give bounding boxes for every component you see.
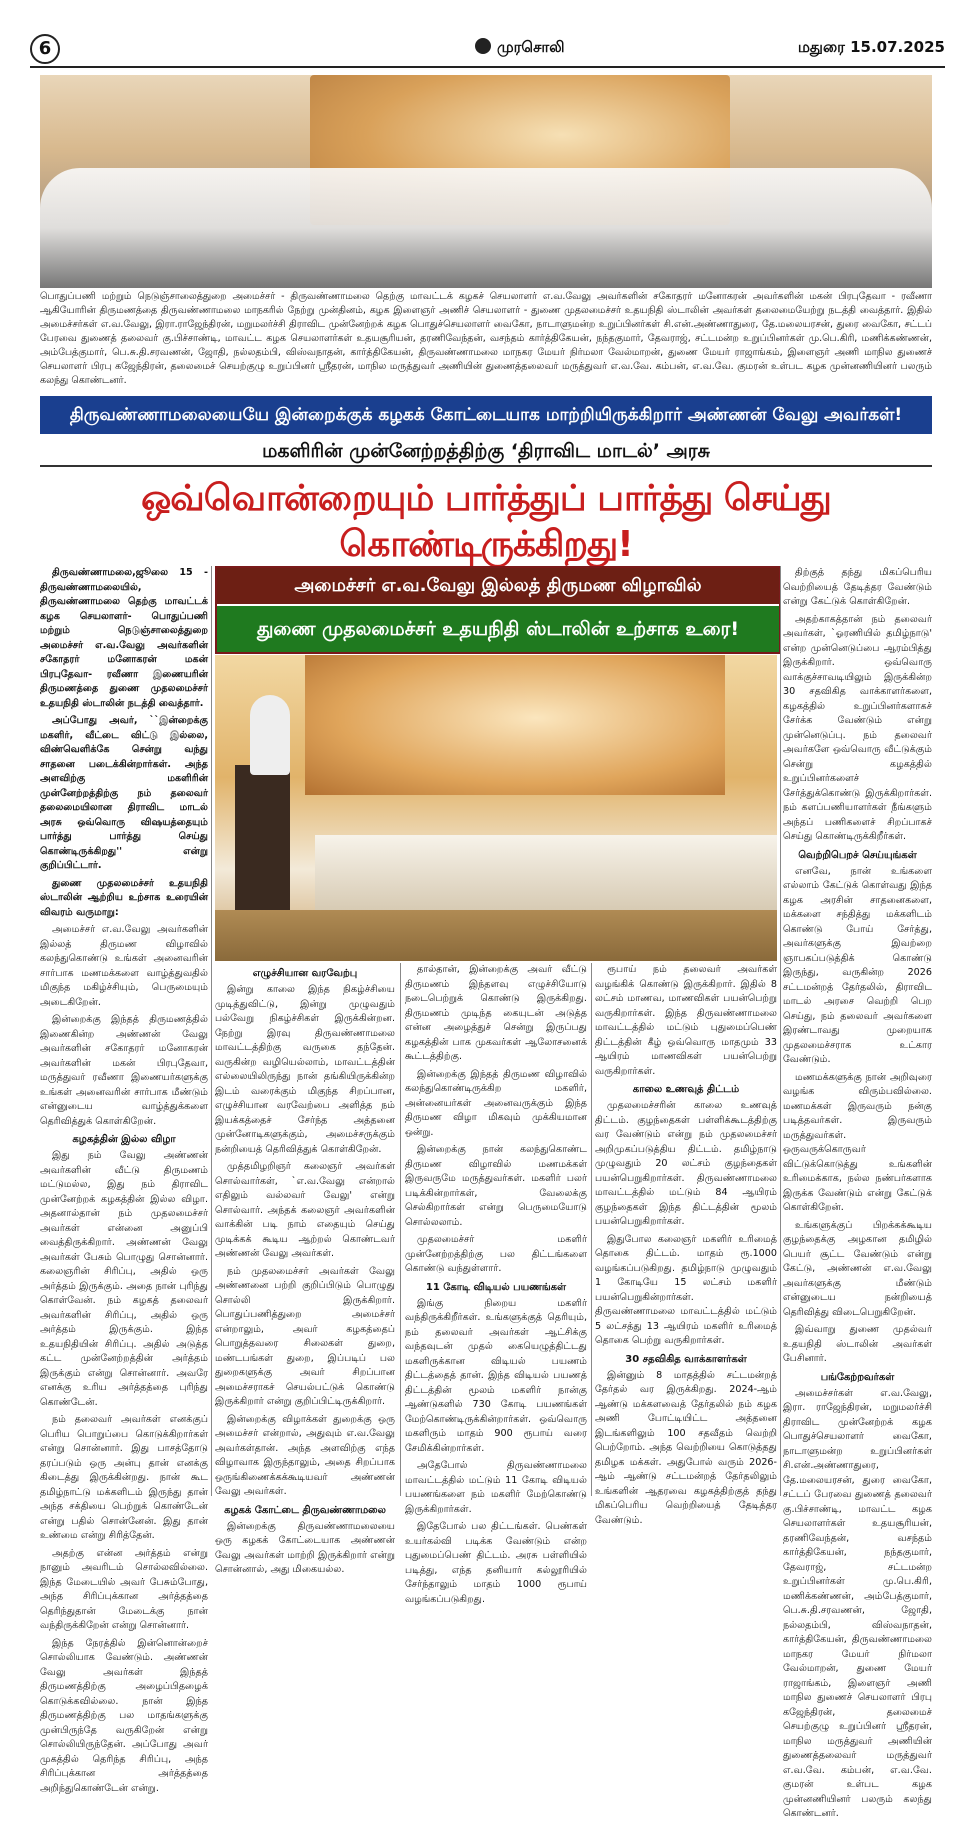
blue-banner-headline: திருவண்ணாமலையையே இன்றைக்குக் கழகக் கோட்டையாக மாற்றியிருக்கிறார் அண்ணன் வேலு அவர்கள்!: [40, 396, 932, 434]
stage-banner: [305, 655, 725, 795]
paragraph: இன்னும் 8 மாதத்தில் சட்டமன்றத் தேர்தல் வர இருக்கிறது. 2024-ஆம் ஆண்டு மக்களவைத் தேர்தலில் நம் கழக அணி போட்டியிட்ட அத்தனை இடங்களிலும் 100 சதவீதம் வெற்றி பெற்றோம். அந்த வெற்றியை கொடுத்தது தமிழக மக்கள். அதுபோல் வரும் 2026-ஆம் ஆண்டு சட்டமன்றத் தேர்தலிலும் உங்களின் ஆதரவை கழகத்திற்குத் தந்து மிகப்பெரிய வெற்றியைத் தேடித்தர வேண்டும்.: [595, 1369, 777, 1526]
city-date: மதுரை 15.07.2025: [797, 38, 945, 56]
crowd-figures: [40, 168, 932, 288]
section-heading: வெற்றிபெறச் செய்யுங்கள்: [798, 849, 917, 861]
column-rule: [211, 566, 212, 1496]
paragraph: இன்றைக்கு இந்தத் திருமண விழாவில் கலந்துகொண்டிருக்கிற மகளிர், அன்னையர்கள் அனைவருக்கும் இந்த திருமண விழா மிகவும் முக்கியமான ஒன்று.: [405, 1068, 587, 1138]
paragraph: நம் தலைவர் அவர்கள் எனக்குப் பெரிய பொறுப்பை கொடுக்கிறார்கள் என்று சொன்னார். இது பாசத்தோடு தரப்படும் ஒரு அன்பு தான் எனக்கு கிடைத்து இருக்கின்றது. நான் கூட தமிழ்நாட்டு மக்களிடம் இருந்து தான் அந்த சக்தியை பெற்றுக் கொண்டேன் என்று பதில் சொன்னேன். இது தான் உண்மை என்று சிரித்தேன்.: [40, 1414, 208, 1541]
paragraph: அதற்காகத்தான் நம் தலைவர் அவர்கள், `ஓரணியில் தமிழ்நாடு' என்ற முன்னெடுப்பை ஆரம்பித்து இருக்கிறார். ஒவ்வொரு வாக்குச்சாவடியிலும் இருக்கின்ற 30 சதவிகித வாக்காளர்களை, கழகத்தில் உறுப்பினர்களாகச் சேர்க்க வேண்டும் என்று முன்னெடுப்பு. நம் தலைவர் அவர்களே ஒவ்வொரு வீட்டுக்கும் சென்று கழகத்தில் உறுப்பினர்களைச் சேர்த்துக்கொண்டு இருக்கிறார்கள். நம் களப்பணியாளர்கள் நீங்களும் அந்தப் பணிகளைச் சிறப்பாகச் செய்து கொண்டிருக்கிறீர்கள்.: [783, 613, 932, 842]
column-rule: [400, 963, 401, 1496]
paragraph: இன்று காலை இந்த நிகழ்ச்சியை முடித்துவிட்டு, இன்று முழுவதும் பல்வேறு நிகழ்ச்சிகள் இருக்கின்றன. நேற்று இரவு திருவண்ணாமலை மாவட்டத்திற்கு வருகை தந்தேன். வருகின்ற வழியெல்லாம், மாவட்டத்தின் எல்லையிலிருந்து நான் தங்கியிருக்கின்ற இடம் வரைக்கும் மிகுந்த சிறப்பான, எழுச்சியான வரவேற்பை அளித்த நம் இயக்கத்தைச் சேர்ந்த அத்தனை முன்னோடிகளுக்கும், அமைச்சருக்கும் நன்றியைத் தெரிவித்துக் கொள்கிறேன்.: [215, 984, 395, 1155]
paragraph: இன்றைக்கு திருவண்ணாமலையை ஒரு கழகக் கோட்டையாக அண்ணன் வேலு அவர்கள் மாற்றி இருக்கிறார் என்று சொன்னால், அது மிகையல்ல.: [215, 1520, 395, 1575]
newspaper-title: முரசொலி: [497, 38, 565, 56]
paragraph: இந்த நேரத்தில் இன்னொன்றைச் சொல்லியாக வேண்டும். அண்ணன் வேலு அவர்கள் இந்தத் திருமணத்திற்கு அழைப்பிதழைக் கொடுக்கவில்லை. நான் இந்த திருமணத்திற்கு பல மாதங்களுக்கு முன்பிருந்தே வருகிறேன் என்று சொல்லியிருந்தேன். அப்போது அவர் முகத்தில் தெரிந்த சிரிப்பு, அந்த சிரிப்புக்கான அர்த்தத்தை அறிந்துகொண்டேன் என்று.: [40, 1637, 208, 1794]
paragraph: இதுபோல கலைஞர் மகளிர் உரிமைத் தொகை திட்டம். மாதம் ரூ.1000 வழங்கப்படுகிறது. தமிழ்நாடு முழுவதும் 1 கோடியே 15 லட்சம் மகளிர் பயன்பெறுகின்றார்கள். திருவண்ணாமலை மாவட்டத்தில் மட்டும் 5 லட்சத்து 13 ஆயிரம் மகளிர் உரிமைத் தொகை பெற்று வருகிறார்கள்.: [595, 1233, 777, 1346]
column-rule: [591, 963, 592, 1496]
newspaper-logo-icon: [475, 38, 491, 54]
main-headline: ஒவ்வொன்றையும் பார்த்துப் பார்த்து செய்து கொண்டிருக்கிறது!: [141, 478, 831, 565]
paragraph: இன்றைக்கு இந்தத் திருமணத்தில் இணைகின்ற அண்ணன் வேலு அவர்களின் சகோதரர் மனோகரன் அவர்களின் மகன் பிரபுதேவா, மருத்துவர் ரவீணா இணையர்களுக்கு உங்கள் அனைவரின் சார்பாக மீண்டும் என்னுடைய வாழ்த்துக்களை தெரிவித்துக் கொள்கிறேன்.: [40, 1014, 208, 1127]
divider: [40, 465, 932, 467]
paragraph: இது நம் வேலு அண்ணன் அவர்களின் வீட்டு திருமணம் மட்டுமல்ல, இது நம் திராவிட முன்னேற்றக் கழகத்தின் இல்ல விழா. அதனால்தான் நம் முதலமைச்சர் அவர்கள் என்னை அனுப்பி வைத்திருக்கிறார். அண்ணன் வேலு அவர்கள் பேசும் பொழுது சொன்னார். கலைஞரின் சிரிப்பு, அதில் ஒரு அர்த்தம் இருக்கும். அதை நான் புரிந்து கொள்வேன். நம் கழகத் தலைவர் அவர்களின் சிரிப்பு, அதில் ஒரு அர்த்தம் இருக்கும். இந்த உதயநிதியின் சிரிப்பு. அதில் அடுத்த கட்ட முன்னேற்றத்தின் அர்த்தம் இருக்கும் என்று சொன்னார். அவரே எனக்கு உரிய அர்த்தத்தை புரிந்து கொண்டேன்.: [40, 1150, 208, 1408]
paragraph: திற்குத் தந்து மிகப்பெரிய வெற்றியைத் தேடித்தர வேண்டும் என்று கேட்டுக் கொள்கிறேன்.: [783, 567, 932, 607]
column-rule: [780, 566, 781, 1496]
kicker-headline: மகளிரின் முன்னேற்றத்திற்கு ‘திராவிட மாடல்’ அரசு: [262, 440, 710, 462]
paragraph: முத்தமிழறிஞர் கலைஞர் அவர்கள் சொல்வார்கள், `எ.வ.வேலு என்றால் எதிலும் வல்லவர் வேலு' என்று சொல்வார். அந்தக் கலைஞர் அவர்களின் வாக்கின் படி நாம் எதையும் செய்து முடிக்கக் கூடிய ஆற்றல் கொண்டவர் அண்ணன் வேலு அவர்கள்.: [215, 1161, 395, 1259]
paragraph: இதேபோல் பல திட்டங்கள். பெண்கள் உயர்கல்வி படிக்க வேண்டும் என்ற புதுமைப்பெண் திட்டம். அரசு பள்ளியில் படித்து, எந்த தனியார் கல்லூரியில் சேர்ந்தாலும் மாதம் 1000 ரூபாய் வழங்கப்படுகிறது.: [405, 1521, 587, 1605]
section-heading: காலை உணவுத் திட்டம்: [632, 1084, 740, 1095]
section-heading: 11 கோடி விடியல் பயணங்கள்: [425, 1281, 567, 1293]
paragraph: நம் முதலமைச்சர் அவர்கள் வேலு அண்ணனை பற்றி குறிப்பிடும் பொழுது சொல்லி இருக்கிறார். பொதுப்பணித்துறை அமைச்சர் என்றாலும், அவர் கழகத்தைப் பொறுத்தவரை சிலைகள் துறை, மண்டபங்கள் துறை, இப்படிப் பல துறைகளுக்கு அவர் சிறப்பான அமைச்சராகச் செயல்பட்டுக் கொண்டு இருக்கிறார் என்று குறிப்பிட்டிருக்கிறார்.: [215, 1265, 395, 1407]
paragraph: அமைச்சர் எ.வ.வேலு அவர்களின் இல்லத் திருமண விழாவில் கலந்துகொண்டு உங்கள் அனைவரின் சார்பாக மணமக்களை வாழ்த்துவதில் மிகுந்த மகிழ்ச்சியும், பெருமையும் அடைகிறேன்.: [40, 924, 208, 1008]
subhead-line-2: துணை முதலமைச்சர் உதயநிதி ஸ்டாலின் உற்சாக உரை!: [217, 606, 779, 652]
paragraph: எனவே, நான் உங்களை எல்லாம் கேட்டுக் கொள்வது இந்த கழக அரசின் சாதனைகளை, மக்களை சந்தித்து மக்களிடம் கொண்டு போய் சேர்த்து, அவர்களுக்கு இவற்றை ஞாபகப்படுத்திக் கொண்டு இருந்து, வருகின்ற 2026 சட்டமன்றத் தேர்தலில், திராவிட மாடல் அரசை வெற்றி பெற செய்து, நம் தலைவர் அவர்களை இரண்டாவது முறையாக முதலமைச்சராக உட்கார வேண்டும்.: [783, 865, 932, 1065]
paragraph: உங்களுக்குப் பிறக்கக்கூடிய குழந்தைக்கு அழகான தமிழில் பெயர் சூட்ட வேண்டும் என்று கேட்டு, அண்ணன் எ.வ.வேலு அவர்களுக்கு மீண்டும் என்னுடைய நன்றியைத் தெரிவித்து விடைபெறுகிறேன்.: [783, 1219, 932, 1318]
paragraph: இன்றைக்கு நான் கலந்துகொண்ட திருமண விழாவில் மணமக்கள் இருவருமே மருத்துவர்கள். மகளிர் பலர் படிக்கின்றார்கள், வேலைக்கு செல்கிறார்கள் என்று பெருமையோடு சொல்லலாம்.: [405, 1144, 587, 1228]
subhead-box: [215, 566, 781, 654]
stage-carpet: [215, 910, 777, 961]
section-heading: எழுச்சியான வரவேற்பு: [252, 968, 358, 979]
page-header: [30, 32, 945, 68]
section-heading: 30 சதவிகித வாக்காளர்கள்: [625, 1353, 747, 1365]
paragraph: தால்தான், இன்றைக்கு அவர் வீட்டு திருமணம் இந்தளவு எழுச்சியோடு நடைபெற்றுக் கொண்டு இருக்கிறது. திருமணம் முடிந்த கையுடன் அடுத்த என்ன அழைத்துச் சென்று இருப்பது கழகத்தின் பாக முகவர்கள் ஆலோசனைக் கூட்டத்திற்கு.: [405, 964, 587, 1062]
article-column-5: [783, 566, 932, 1819]
article-column-2: [215, 963, 395, 1575]
speaker-figure: [250, 695, 290, 775]
paragraph: முதலமைச்சர் மகளிர் முன்னேற்றத்திற்கு பல திட்டங்களை கொண்டு வந்துள்ளார்.: [405, 1234, 587, 1274]
section-heading: பங்கேற்றவர்கள்: [820, 1371, 895, 1383]
paragraph: மணமக்களுக்கு நான் அறிவுரை வழங்க விரும்பவில்லை. மணமக்கள் இருவரும் நன்கு படித்தவர்கள். இருவரும் மருத்துவர்கள். ஒருவருக்கொருவர் விட்டுக்கொடுத்து உங்களின் உரிமைக்காக, நல்ல நண்பர்களாக இருக்க வேண்டும் என்று கேட்டுக் கொள்கிறேன்.: [783, 1071, 932, 1213]
article-column-4: [595, 963, 777, 1526]
paragraph: இவ்வாறு துணை முதல்வர் உதயநிதி ஸ்டாலின் அவர்கள் பேசினார்.: [783, 1324, 932, 1364]
paragraph: அப்போது அவர், ``இன்றைக்கு மகளிர், வீட்டை விட்டு இல்லை, விண்வெளிக்கே சென்று வந்து சாதனை படைக்கின்றார்கள். அந்த அளவிற்கு மகளிரின் முன்னேற்றத்திற்கு நம் தலைவர் தலைமையிலான திராவிட மாடல் அரசு ஒவ்வொரு விஷயத்தையும் பார்த்து பார்த்து செய்து கொண்டிருக்கிறது'' என்று குறிப்பிட்டார்.: [40, 715, 208, 871]
wedding-group-photo: [40, 75, 932, 288]
paragraph: முதலமைச்சரின் காலை உணவுத் திட்டம். குழந்தைகள் பள்ளிக்கூடத்திற்கு வர வேண்டும் என்று நம் முதலமைச்சர் அறிமுகப்படுத்திய திட்டம். தமிழ்நாடு முழுவதும் 20 லட்சம் குழந்தைகள் பயன்பெறுகிறார்கள். திருவண்ணாமலை மாவட்டத்தில் மட்டும் 84 ஆயிரம் குழந்தைகள் இந்த திட்டத்தின் மூலம் பயன்பெறுகிறார்கள்.: [595, 1100, 777, 1227]
dateline-paragraph: திருவண்ணாமலை,ஜூலை 15 - திருவண்ணாமலையில், திருவண்ணாமலை தெற்கு மாவட்டக் கழக செயலாளர்- பொதுப்பணி மற்றும் நெடுஞ்சாலைத்துறை அமைச்சர் எ.வ.வேலு அவர்களின் சகோதரர் மனோகரன் மகன் பிரபுதேவா- ரவீணா இணையரின் திருமணத்தை துணை முதலமைச்சர் உதயநிதி ஸ்டாலின் நடத்தி வைத்தார்.: [40, 567, 208, 709]
paragraph: அதேபோல் திருவண்ணாமலை மாவட்டத்தில் மட்டும் 11 கோடி விடியல் பயணங்களை நம் மகளிர் மேற்கொண்டு இருக்கிறார்கள்.: [405, 1460, 587, 1515]
stage-speech-photo: [215, 655, 777, 961]
page-number: 6: [30, 34, 60, 64]
paragraph: இன்றைக்கு விழாக்கள் துறைக்கு ஒரு அமைச்சர் என்றால், அதுவும் எ.வ.வேலு அவர்கள்தான். அந்த அளவிற்கு எந்த விழாவாக இருந்தாலும், அதை சிறப்பாக ஒருங்கிணைக்கக்கூடியவர் அண்ணன் வேலு அவர்கள்.: [215, 1413, 395, 1497]
paragraph: அதற்கு என்ன அர்த்தம் என்று நானும் அவரிடம் சொல்லவில்லை. இந்த மேடையில் அவர் பேசும்போது, அந்த சிரிப்புக்கான அர்த்தத்தை தெரிந்துதான் மேடைக்கு நான் வந்திருக்கிறேன் என்று சொன்னார்.: [40, 1547, 208, 1631]
paragraph: துணை முதலமைச்சர் உதயநிதி ஸ்டாலின் ஆற்றிய உற்சாக உரையின் விவரம் வருமாறு:: [40, 877, 208, 918]
article-column-3: [405, 963, 587, 1605]
section-heading: கழகக் கோட்டை திருவண்ணாமலை: [224, 1504, 386, 1516]
section-heading: கழகத்தின் இல்ல விழா: [72, 1134, 176, 1145]
newspaper-name: [475, 38, 565, 58]
paragraph: ரூபாய் நம் தலைவர் அவர்கள் வழங்கிக் கொண்டு இருக்கிறார். இதில் 8 லட்சம் மாணவ, மாணவிகள் பயன்பெற்று வருகிறார்கள். இந்த திருவண்ணாமலை மாவட்டத்தில் மட்டும் புதுமைப்பெண் திட்டத்தின் கீழ் ஒவ்வொரு மாதமும் 33 ஆயிரம் மாணவிகள் பயன்பெற்று வருகிறார்கள்.: [595, 964, 777, 1077]
paragraph: அமைச்சர்கள் எ.வ.வேலு, இரா. ராஜேந்திரன், மறுமலர்ச்சி திராவிட முன்னேற்றக் கழக பொதுச்செயலாளர் வைகோ, நாடாளுமன்ற உறுப்பினர்கள் சி.என்.அண்ணாதுரை, தே.மலையரசன், துரை வைகோ, சட்டப் பேரவை துணைத் தலைவர் கு.பிச்சாண்டி, மாவட்ட கழக செயலாளர்கள் உதயசூரியன், தரணிவேந்தன், வசந்தம் கார்த்திகேயன், நந்தகுமார், தேவராஜ், சட்டமன்ற உறுப்பினர்கள் மு.பெ.கிரி, மணிக்கண்ணன், அம்பேத்குமார், பெ.சு.தி.சரவணன், ஜோதி, நல்லதம்பி, விஸ்வநாதன், கார்த்திகேயன், திருவண்ணாமலை மாநகர மேயர் நிர்மலா வேல்மாறன், துணை மேயர் ராஜாங்கம், இளைஞர் அணி மாநில துணைச் செயலாளர் பிரபு கஜேந்திரன், தலைமைச் செயற்குழு உறுப்பினர் ஸ்ரீதரன், மாநில மருத்துவர் அணியின் துணைத்தலைவர் மருத்துவர் எ.வ.வே. கம்பன், எ.வ.வே. குமரன் உள்பட கழக முன்னணியினர் பலரும் கலந்து கொண்டனர்.: [783, 1387, 932, 1819]
podium: [235, 765, 290, 915]
paragraph: இங்கு நிறைய மகளிர் வந்திருக்கிறீர்கள். உங்களுக்குத் தெரியும், நம் தலைவர் அவர்கள் ஆட்சிக்கு வந்தவுடன் முதல் கையெழுத்திட்டது மகளிருக்கான விடியல் பயணம் திட்டத்தைத் தான். இந்த விடியல் பயணத் திட்டத்தின் மூலம் மகளிர் நான்கு ஆண்டுகளில் 730 கோடி பயணங்கள் மேற்கொண்டிருக்கின்றார்கள். ஒவ்வொரு மகளிரும் மாதம் 900 ரூபாய் வரை சேமிக்கின்றார்கள்.: [405, 1297, 587, 1454]
audience-row: [315, 835, 777, 915]
article-column-1: [40, 566, 208, 1794]
subhead-line-1: அமைச்சர் எ.வ.வேலு இல்லத் திருமண விழாவில்: [217, 568, 779, 604]
top-photo-caption: பொதுப்பணி மற்றும் நெடுஞ்சாலைத்துறை அமைச்சர் - திருவண்ணாமலை தெற்கு மாவட்டக் கழகச் செயலாளர் எ.வ.வேலு அவர்களின் சகோதரர் மனோகரன் அவர்களின் மகன் பிரபுதேவா - ரவீணா ஆகியோரின் திருமணத்தை திருவண்ணாமலை மாநகரில் நேற்று முன்தினம், கழக இளைஞர் அணிச் செயலாளர் - துணை முதலமைச்சர் உதயநிதி ஸ்டாலின் அவர்கள் தலைமையேற்று நடத்தி வைத்தார். இதில் அமைச்சர்கள் எ.வ.வேலு, இரா.ராஜேந்திரன், மறுமலர்ச்சி திராவிட முன்னேற்றக் கழக பொதுச்செயலாளர் வைகோ, நாடாளுமன்ற உறுப்பினர்கள் சி.என்.அண்ணாதுரை, தே.மலையரசன், துரை வைகோ, சட்டப் பேரவை துணைத் தலைவர் கு.பிச்சாண்டி, மாவட்ட கழக செயலாளர்கள் உதயசூரியன், தரணிவேந்தன், வசந்தம் கார்த்திகேயன், நந்தகுமார், தேவராஜ், சட்டமன்ற உறுப்பினர்கள் மு.பெ.கிரி, மணிக்கண்ணன், அம்பேத்குமார், பெ.சு.தி.சரவணன், ஜோதி, நல்லதம்பி, விஸ்வநாதன், கார்த்திகேயன், திருவண்ணாமலை மாநகர மேயர் நிர்மலா வேல்மாறன், துணை மேயர் ராஜாங்கம், இளைஞர் அணி மாநில துணைச் செயலாளர் பிரபு கஜேந்திரன், தலைமைச் செயற்குழு உறுப்பினர் ஸ்ரீதரன், மாநில மருத்துவர் அணியின் துணைத்தலைவர் மருத்துவர் எ.வ.வே. கம்பன், எ.வ.வே. குமரன் உள்பட கழக முன்னணியினர் பலரும் கலந்து கொண்டனர்.: [40, 291, 932, 386]
